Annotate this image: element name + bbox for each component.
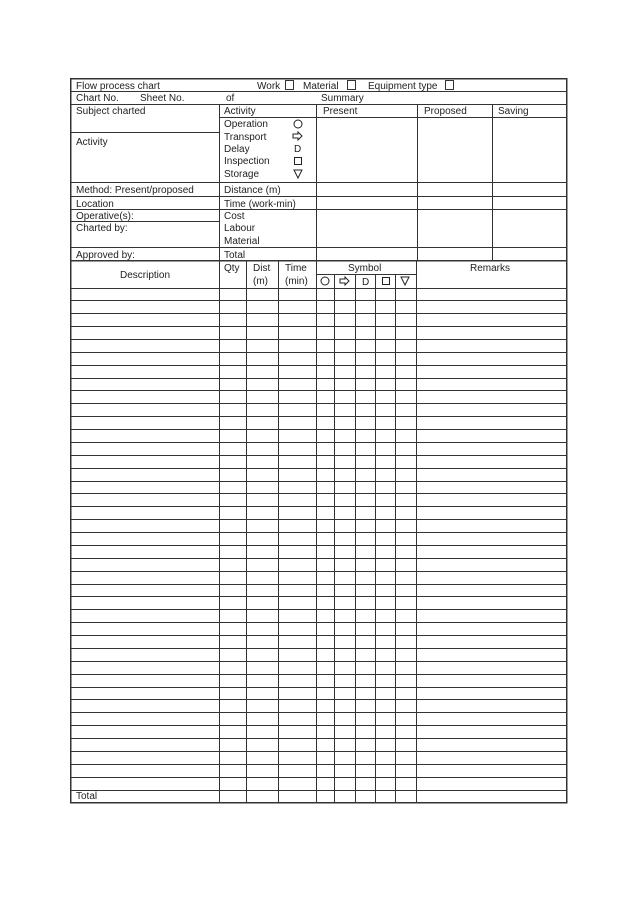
charted-by-label: Charted by: <box>76 223 128 234</box>
subject-charted-label: Subject charted <box>76 106 146 117</box>
material-cost-label: Material <box>224 236 260 247</box>
approved-by-label: Approved by: <box>76 250 135 261</box>
delay-icon: D <box>294 144 302 155</box>
material-checkbox[interactable] <box>348 81 356 90</box>
square-icon <box>383 278 390 285</box>
material-label: Material <box>303 81 339 92</box>
dist-unit: (m) <box>253 276 268 287</box>
of-label: of <box>226 93 235 104</box>
triangle-icon <box>401 277 409 285</box>
method-label: Method: Present/proposed <box>76 185 194 196</box>
summary-activity-header: Activity <box>224 106 256 117</box>
storage-label: Storage <box>224 169 260 180</box>
inspection-label: Inspection <box>224 156 270 167</box>
work-checkbox[interactable] <box>286 81 294 90</box>
work-label: Work <box>257 81 281 92</box>
dist-header: Dist <box>253 263 271 274</box>
cost-label: Cost <box>224 211 245 222</box>
delay-icon: D <box>362 277 370 288</box>
summary-label: Summary <box>321 93 364 104</box>
proposed-header: Proposed <box>424 106 467 117</box>
operatives-label: Operative(s): <box>76 211 134 222</box>
operation-label: Operation <box>224 119 268 130</box>
arrow-icon <box>293 132 302 140</box>
sheet-no-label: Sheet No. <box>140 93 185 104</box>
circle-icon <box>321 277 329 285</box>
time-label: Time (work-min) <box>224 199 296 210</box>
form-title: Flow process chart <box>76 81 160 92</box>
delay-label: Delay <box>224 144 250 155</box>
qty-header: Qty <box>224 263 240 274</box>
chart-no-label: Chart No. <box>76 93 119 104</box>
present-header: Present <box>323 106 358 117</box>
saving-header: Saving <box>498 106 529 117</box>
location-label: Location <box>76 199 114 210</box>
labour-label: Labour <box>224 223 256 234</box>
equipment-type-checkbox[interactable] <box>446 81 454 90</box>
activity-label: Activity <box>76 137 108 148</box>
transport-label: Transport <box>224 132 267 143</box>
arrow-icon <box>340 277 349 285</box>
total-label: Total <box>76 791 98 802</box>
circle-icon <box>294 120 302 128</box>
total-summary-label: Total <box>224 250 246 261</box>
time-header: Time <box>285 263 307 274</box>
symbol-header: Symbol <box>348 263 382 274</box>
square-icon <box>295 158 302 165</box>
time-unit: (min) <box>285 276 308 287</box>
equipment-type-label: Equipment type <box>368 81 438 92</box>
triangle-icon <box>294 170 302 178</box>
description-header: Description <box>120 270 171 281</box>
distance-label: Distance (m) <box>224 185 281 196</box>
remarks-header: Remarks <box>470 263 511 274</box>
